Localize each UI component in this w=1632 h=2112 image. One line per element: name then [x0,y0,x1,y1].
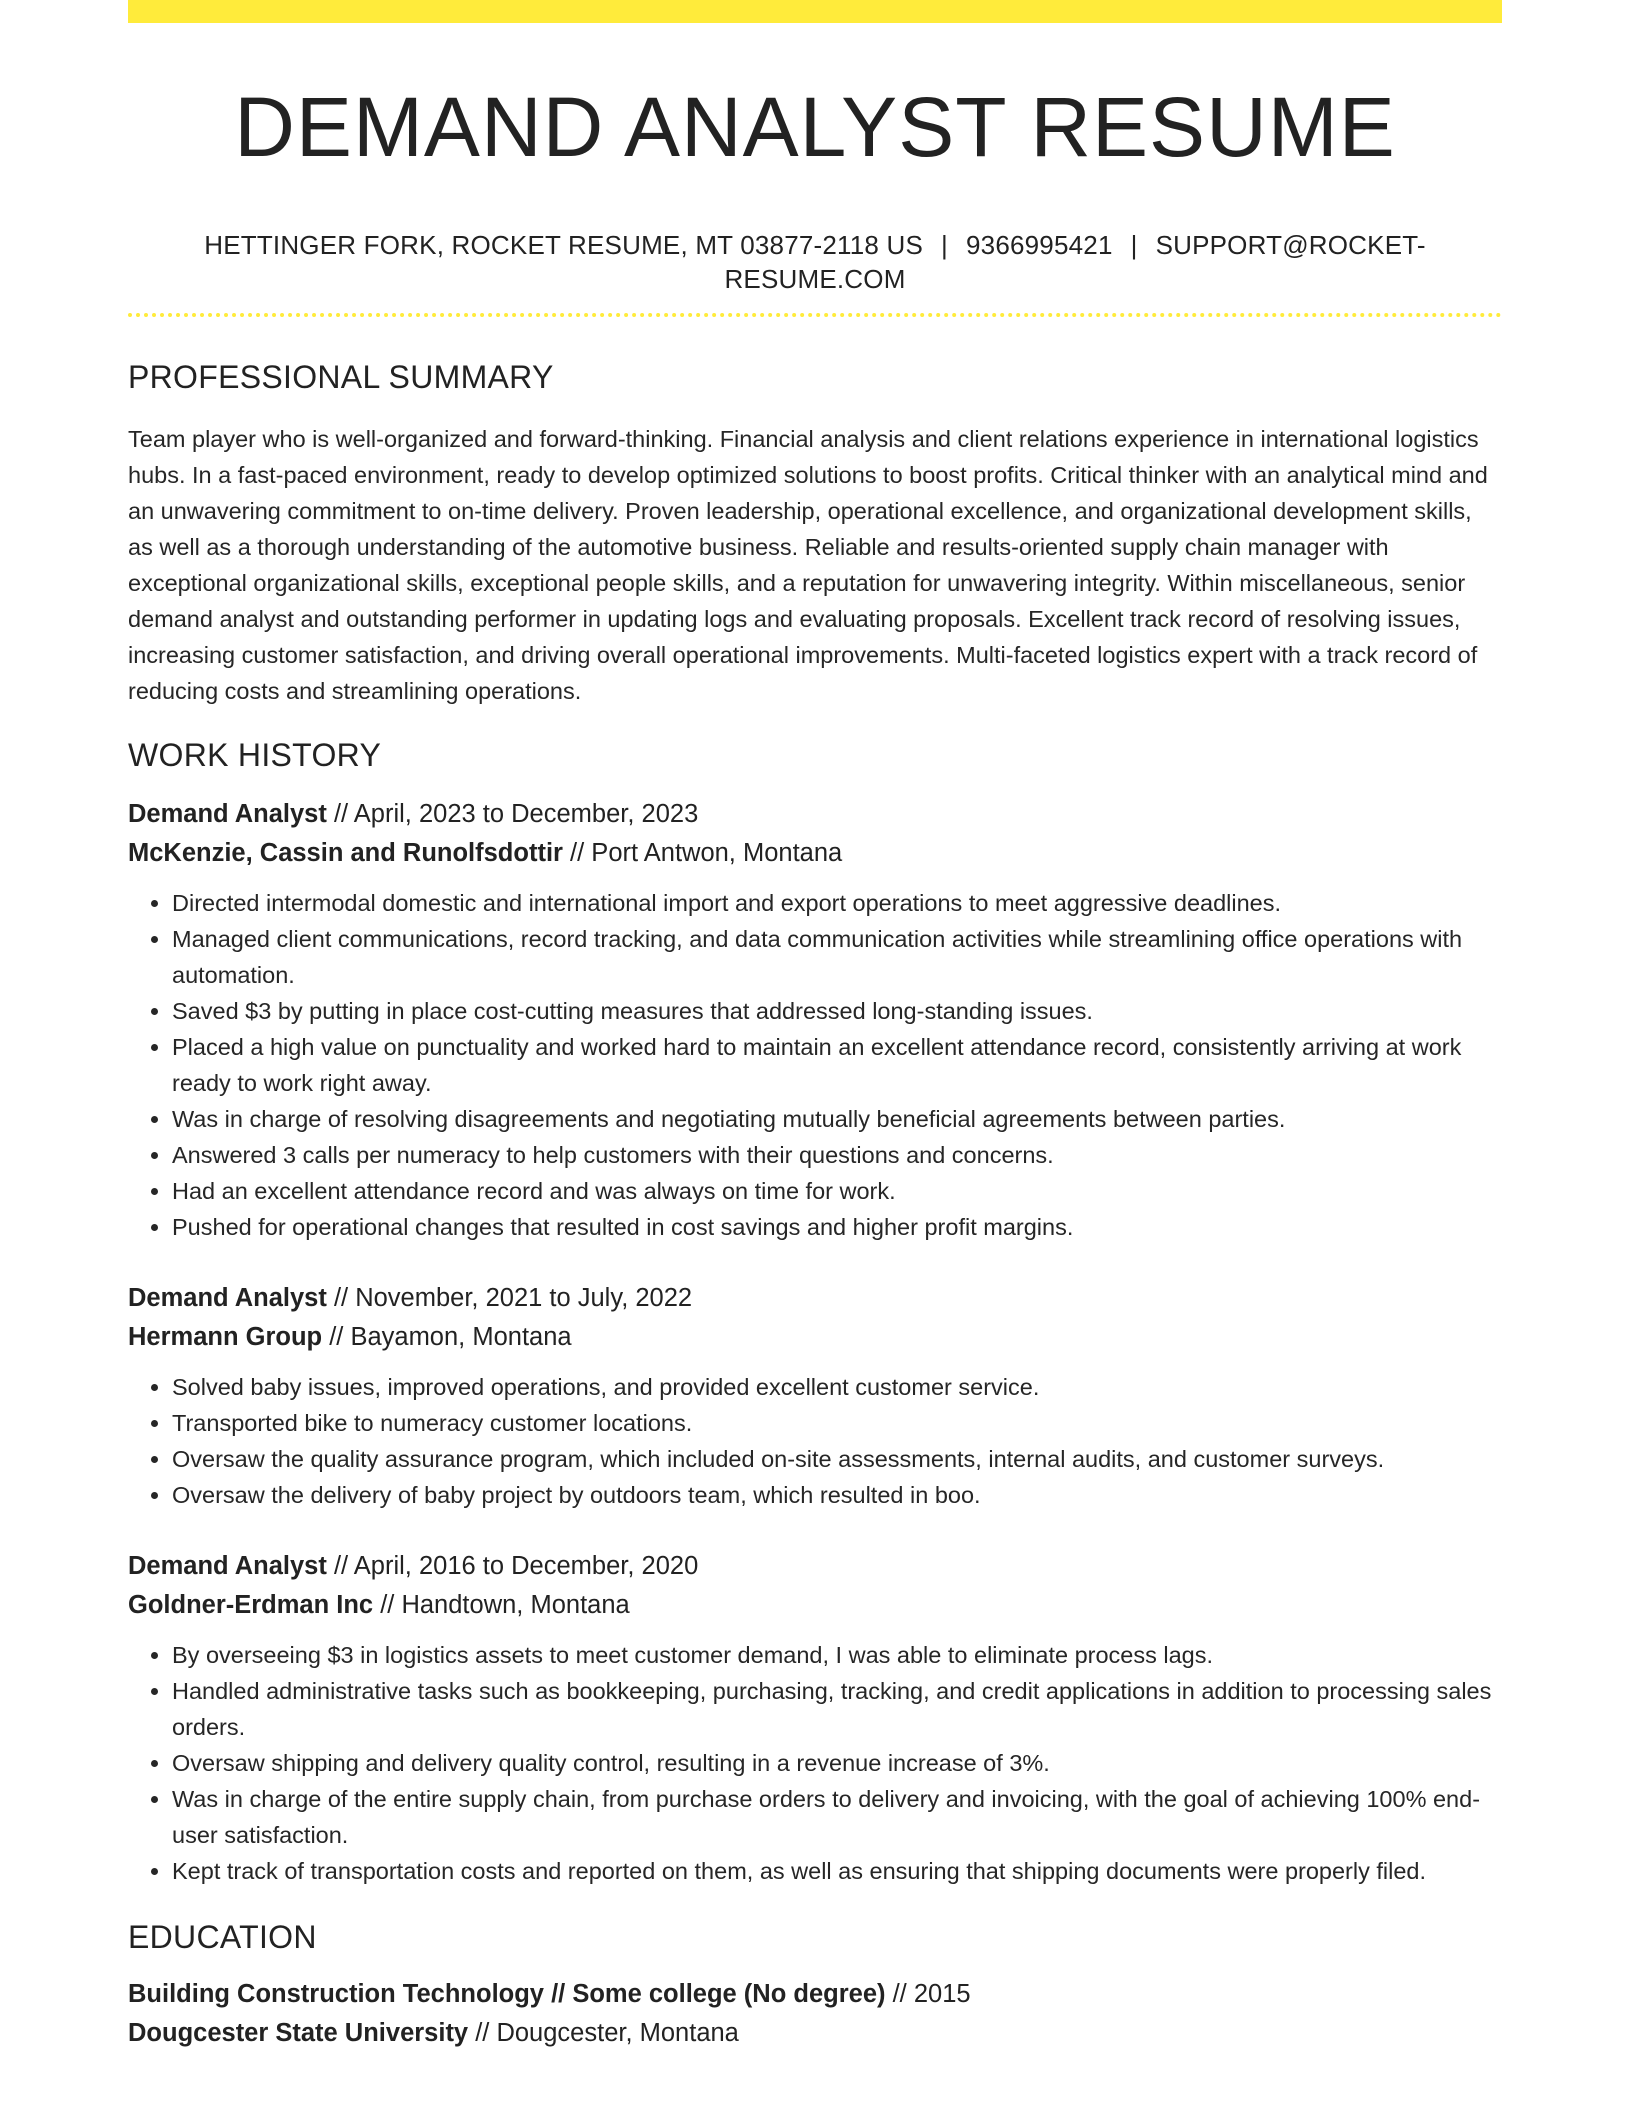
education-school-line [128,2014,1502,2053]
job-company: Hermann Group [128,1323,323,1351]
job-bullet: • Saved $3 by putting in place cost-cutting measures that addressed long-standing issues. [172,993,1502,1029]
job-bullet: • Handled administrative tasks such as bookkeeping, purchasing, tracking, and credit applications in addition to processing sales orders. [172,1673,1502,1745]
job-company: McKenzie, Cassin and Runolfsdottir [128,839,563,867]
job-title: Demand Analyst [128,1552,327,1580]
job-bullet: • Had an excellent attendance record and was always on time for work. [172,1173,1502,1209]
job-title: Demand Analyst [128,1284,327,1312]
education-location: // Dougcester, Montana [468,2019,739,2047]
job-bullet: • Oversaw the delivery of baby project by outdoors team, which resulted in boo. [172,1477,1502,1513]
job-location: // Port Antwon, Montana [562,839,843,867]
job-bullet: • Oversaw the quality assurance program, which included on-site assessments, internal audits, and customer surveys. [172,1441,1502,1477]
job-company-line [128,1318,1502,1357]
job-bullet: • Was in charge of the entire supply chain, from purchase orders to delivery and invoicing, with the goal of achieving 100% end-user satisfaction. [172,1781,1502,1853]
contact-address: HETTINGER FORK, ROCKET RESUME, MT 03877-2118 US [204,230,924,260]
education-degree: Building Construction Technology // Some college (No degree) [128,1980,886,2008]
work-history-heading: WORK HISTORY [128,737,382,773]
job-company-line [128,1586,1502,1625]
job-title-line [128,795,1502,834]
job-location: // Bayamon, Montana [322,1323,572,1351]
job-bullet: • By overseeing $3 in logistics assets to meet customer demand, I was able to eliminate process lags. [172,1637,1502,1673]
contact-email: SUPPORT@ROCKET-RESUME.COM [724,230,1426,294]
contact-separator: | [1130,230,1138,260]
job-company: Goldner-Erdman Inc [128,1591,374,1619]
job-dates: // November, 2021 to July, 2022 [326,1284,693,1312]
job-entry [128,1547,1502,1889]
job-bullet: • Solved baby issues, improved operations, and provided excellent customer service. [172,1369,1502,1405]
job-bullet: • Was in charge of resolving disagreements and negotiating mutually beneficial agreements between parties. [172,1101,1502,1137]
job-bullets [128,1369,1502,1513]
job-bullet: • Directed intermodal domestic and international import and export operations to meet aggressive deadlines. [172,885,1502,921]
job-bullets [128,1637,1502,1889]
dotted-divider [128,313,1502,317]
job-bullets [128,885,1502,1245]
job-bullet: • Kept track of transportation costs and reported on them, as well as ensuring that shipping documents were properly filed. [172,1853,1502,1889]
job-bullet: • Answered 3 calls per numeracy to help customers with their questions and concerns. [172,1137,1502,1173]
job-bullet: • Oversaw shipping and delivery quality control, resulting in a revenue increase of 3%. [172,1745,1502,1781]
contact-phone: 9366995421 [966,230,1113,260]
education-entry [128,1975,1502,2053]
job-location: // Handtown, Montana [373,1591,630,1619]
job-entry [128,795,1502,1245]
job-bullet: • Pushed for operational changes that resulted in cost savings and higher profit margins. [172,1209,1502,1245]
job-title-line [128,1547,1502,1586]
summary-heading: PROFESSIONAL SUMMARY [128,359,554,395]
job-title-line [128,1279,1502,1318]
job-bullet: • Transported bike to numeracy customer locations. [172,1405,1502,1441]
job-company-line [128,834,1502,873]
job-bullet: • Placed a high value on punctuality and worked hard to maintain an excellent attendance record, consistently arriving at work ready to work right away. [172,1029,1502,1101]
job-bullet: • Managed client communications, record tracking, and data communication activities while streamlining office operations with automation. [172,921,1502,993]
education-school: Dougcester State University [128,2019,469,2047]
job-entry [128,1279,1502,1513]
resume-content [128,0,1502,2053]
education-degree-line [128,1975,1502,2014]
contact-separator: | [941,230,948,260]
job-dates: // April, 2016 to December, 2020 [326,1552,699,1580]
job-title: Demand Analyst [128,800,327,828]
summary-text: Team player who is well-organized and forward-thinking. Financial analysis and client relations experience in international logistics hubs. In a fast-paced environment, ready to develop optimized solutions to boost profits. Critical thinker with an analytical mind and an unwavering commitment to on-time delivery. Proven leadership, operational excellence, and organizational development skills, as well as a thorough understanding of the automotive business. Reliable and results-oriented supply chain manager with exceptional organizational skills, exceptional people skills, and a reputation for unwavering integrity. Within miscellaneous, senior demand analyst and outstanding performer in updating logs and evaluating proposals. Excellent track record of resolving issues, increasing customer satisfaction, and driving overall operational improvements. Multi-faceted logistics expert with a track record of reducing costs and streamlining operations. [128,426,1488,704]
resume-title: DEMAND ANALYST RESUME [234,80,1396,174]
job-dates: // April, 2023 to December, 2023 [326,800,699,828]
education-year: // 2015 [885,1980,971,2008]
contact-line [128,228,1502,296]
education-heading: EDUCATION [128,1919,317,1955]
